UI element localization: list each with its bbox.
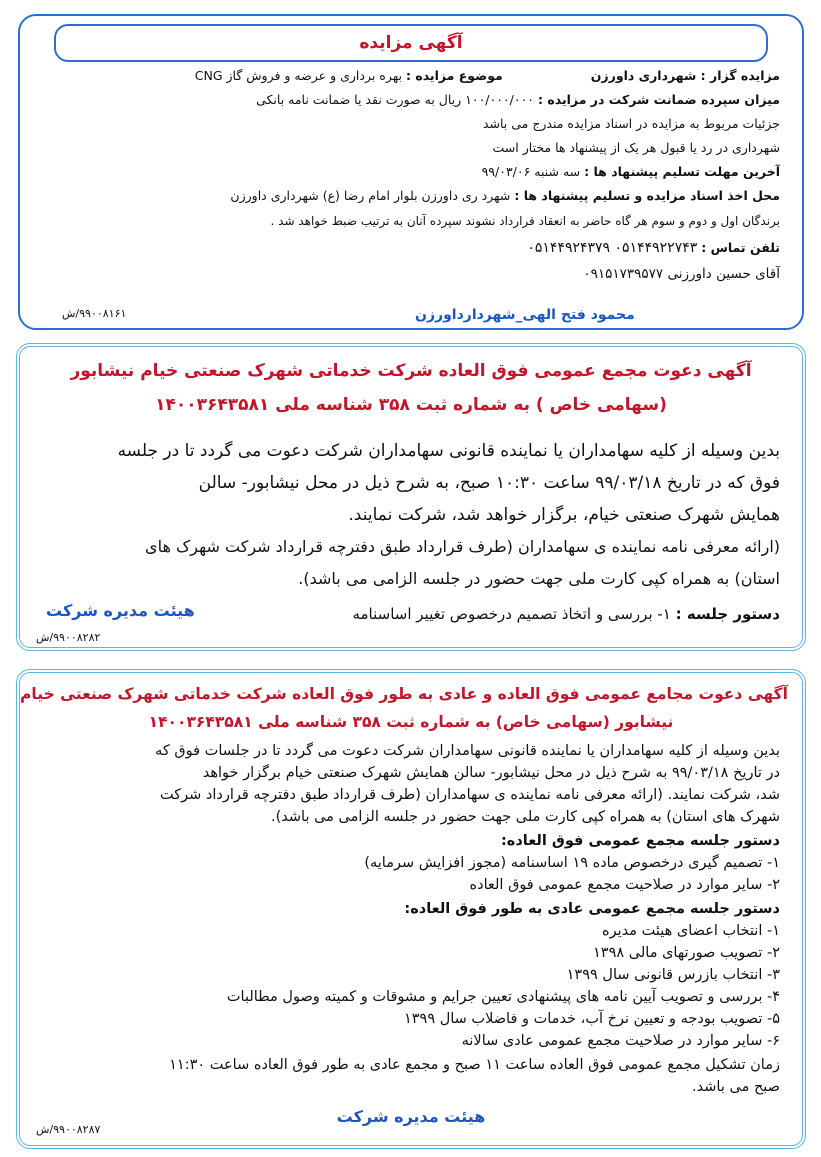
meeting-time-line: زمان تشکیل مجمع عمومی فوق العاده ساعت ۱۱ صبح و مجمع عادی به طور فوق العاده ساعت ۱۱:۳۰ bbox=[169, 1057, 780, 1073]
rights-line: شهرداری در رد یا قبول هر یک از پیشنهاد ها مختار است bbox=[492, 140, 780, 155]
meeting-title-line2: نیشابور (سهامی خاص) به شماره ثبت ۳۵۸ شناسه ملی ۱۴۰۰۳۶۴۳۵۸۱ bbox=[148, 713, 674, 731]
subject-label: موضوع مزایده : bbox=[405, 68, 503, 83]
body-line: همایش شهرک صنعتی خیام، برگزار خواهد شد، شرکت نمایند. bbox=[348, 505, 780, 525]
agenda-label: دستور جلسه : bbox=[675, 605, 780, 623]
agenda-item: ۲- تصویب صورتهای مالی ۱۳۹۸ bbox=[593, 945, 780, 961]
deadline-value: سه شنبه ۹۹/۰۳/۰۶ bbox=[481, 164, 581, 179]
deposit-label: میزان سپرده ضمانت شرکت در مزایده : bbox=[538, 92, 780, 107]
agenda-item: ۱- انتخاب اعضای هیئت مدیره bbox=[601, 923, 780, 939]
agenda-item: ۱- تصمیم گیری درخصوص ماده ۱۹ اساسنامه (مجوز افزایش سرمایه) bbox=[364, 855, 780, 871]
subject-value: بهره برداری و عرضه و فروش گاز CNG bbox=[194, 68, 402, 83]
location-line bbox=[42, 188, 780, 203]
deadline-line bbox=[42, 164, 780, 179]
ad-code: ۹۹۰۰۸۲۸۲/ش bbox=[36, 631, 101, 644]
body-line: شهرک های استان) به همراه کپی کارت ملی جهت حضور در جلسه الزامی می باشد). bbox=[271, 809, 780, 825]
auction-notice bbox=[18, 14, 804, 330]
agenda-item: ۲- سایر موارد در صلاحیت مجمع عمومی فوق العاده bbox=[469, 877, 780, 893]
phone-label: تلفن تماس : bbox=[701, 240, 780, 255]
organizer: مزایده گزار : شهرداری داورزن bbox=[590, 68, 780, 83]
body-line: بدین وسیله از کلیه سهامداران یا نماینده قانونی سهامداران شرکت دعوت می گردد تا در جلسات فوق که bbox=[155, 743, 780, 759]
contact-line: آقای حسین داورزنی ۰۹۱۵۱۷۳۹۵۷۷ bbox=[583, 266, 780, 282]
body-line: در تاریخ ۹۹/۰۳/۱۸ به شرح ذیل در محل نیشابور- سالن همایش شهرک صنعتی خیام برگزار خواهد bbox=[202, 765, 780, 781]
body-line: (ارائه معرفی نامه نماینده ی سهامداران (طرف قرارداد طبق دفترچه قرارداد شرکت شهرک های bbox=[145, 537, 780, 556]
agenda-item: ۴- بررسی و تصویب آیین نامه های پیشنهادی تعیین جرایم و مشوقات و کمیته وصول مطالبات bbox=[226, 989, 780, 1005]
extraordinary-agenda-heading: دستور جلسه مجمع عمومی فوق العاده: bbox=[500, 833, 780, 849]
meeting-time-line: صبح می باشد. bbox=[692, 1079, 780, 1095]
agenda-value: ۱- بررسی و اتخاذ تصمیم درخصوص تغییر اساسنامه bbox=[352, 605, 671, 623]
board-signature: هیئت مدیره شرکت bbox=[46, 601, 195, 620]
agenda-item: ۶- سایر موارد در صلاحیت مجمع عمومی عادی سالانه bbox=[461, 1033, 780, 1049]
meeting-title-line1: آگهی دعوت مجامع عمومی فوق العاده و عادی به طور فوق العاده شرکت خدماتی شهرک صنعتی خیام bbox=[20, 685, 788, 703]
organizer-subject-line bbox=[42, 68, 780, 83]
mayor-signature: محمود فتح الهی_شهردارداورزن bbox=[415, 307, 635, 323]
auction-title: آگهی مزایده bbox=[54, 24, 768, 62]
agenda-item: ۵- تصویب بودجه و تعیین نرخ آب، خدمات و فاضلاب سال ۱۳۹۹ bbox=[403, 1011, 780, 1027]
extraordinary-meeting-notice bbox=[16, 343, 806, 651]
ordinary-agenda-heading: دستور جلسه مجمع عمومی عادی به طور فوق العاده: bbox=[404, 901, 780, 917]
winners-line: برندگان اول و دوم و سوم هر گاه حاضر به انعقاد قرارداد نشوند سپرده آنان به ترتیب ضبط خواهد شد . bbox=[270, 214, 780, 228]
body-line: فوق که در تاریخ ۹۹/۰۳/۱۸ ساعت ۱۰:۳۰ صبح، به شرح ذیل در محل نیشابور- سالن bbox=[198, 473, 780, 493]
details-line: جزئیات مربوط به مزایده در اسناد مزایده مندرج می باشد bbox=[482, 116, 780, 131]
agenda-item: ۳- انتخاب بازرس قانونی سال ۱۳۹۹ bbox=[566, 967, 780, 983]
body-line: شد، شرکت نمایند. (ارائه معرفی نامه نماینده ی سهامداران (طرف قرارداد طبق دفترچه قرارداد شرکت bbox=[159, 787, 780, 803]
body-line: استان) به همراه کپی کارت ملی جهت حضور در جلسه الزامی می باشد). bbox=[298, 569, 780, 588]
ad-code: ۹۹۰۰۸۱۶۱/ش bbox=[62, 307, 127, 320]
body-line: بدین وسیله از کلیه سهامداران یا نماینده قانونی سهامداران شرکت دعوت می گردد تا در جلسه bbox=[117, 441, 780, 461]
ad-code: ۹۹۰۰۸۲۸۷/ش bbox=[36, 1123, 101, 1136]
deposit-value: ۱۰۰/۰۰۰/۰۰۰ ریال به صورت نقد یا ضمانت نامه بانکی bbox=[256, 92, 535, 107]
deadline-label: آخرین مهلت تسلیم پیشنهاد ها : bbox=[584, 164, 780, 179]
meeting-title-line2: (سهامی خاص ) به شماره ثبت ۳۵۸ شناسه ملی ۱۴۰۰۳۶۴۳۵۸۱ bbox=[155, 395, 667, 415]
phone-line bbox=[42, 240, 780, 256]
deposit-line bbox=[42, 92, 780, 107]
meeting-title-line1: آگهی دعوت مجمع عمومی فوق العاده شرکت خدماتی شهرک صنعتی خیام نیشابور bbox=[70, 361, 752, 381]
location-label: محل اخذ اسناد مزایده و تسلیم پیشنهاد ها : bbox=[514, 188, 780, 203]
phone-value: ۰۵۱۴۴۹۲۲۷۴۳ ۰۵۱۴۴۹۲۴۳۷۹ bbox=[527, 240, 698, 256]
general-meetings-notice bbox=[16, 669, 806, 1149]
board-signature: هیئت مدیره شرکت bbox=[336, 1107, 486, 1126]
location-value: شهرد ری داورزن بلوار امام رضا (ع) شهرداری داورزن bbox=[230, 188, 511, 203]
